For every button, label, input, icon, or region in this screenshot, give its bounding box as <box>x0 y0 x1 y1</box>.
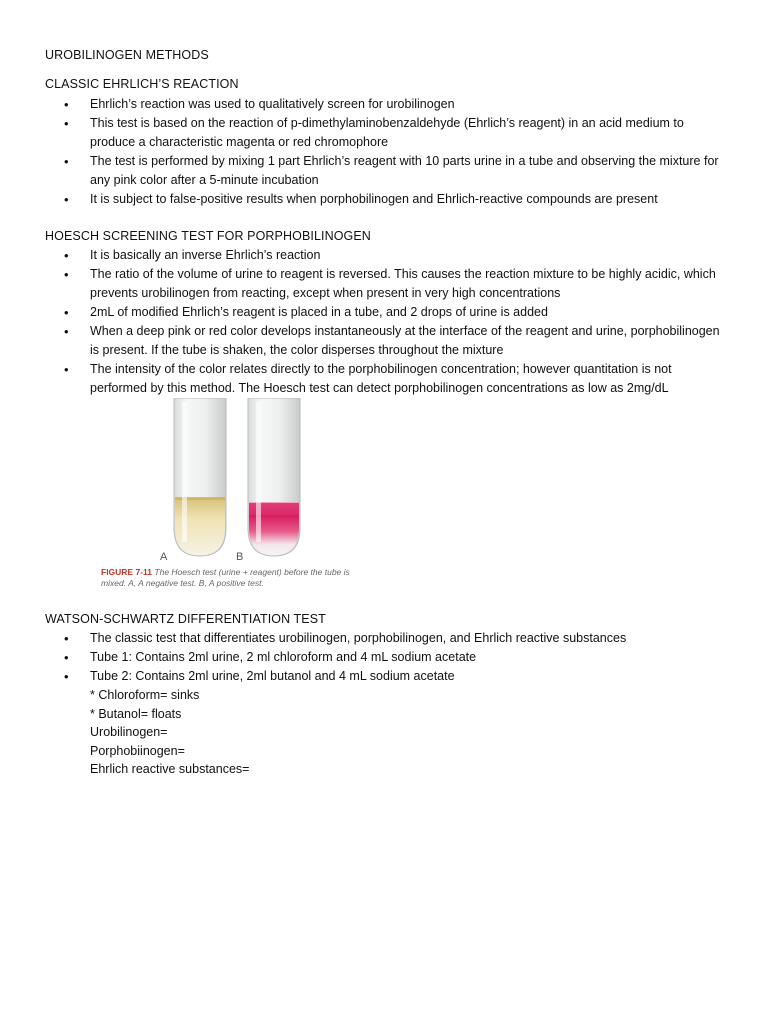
figure-caption-text: The Hoesch test (urine + reagent) before the tube is mixed. A, A negative test. B, A positive test. <box>101 567 350 588</box>
ehrlich-bullet-list <box>45 95 725 209</box>
list-item: • The ratio of the volume of urine to reagent is reversed. This causes the reaction mixture to be highly acidic, which prevents urobilinogen from reacting, except when present in very high concentrations <box>45 265 725 303</box>
list-item: • It is basically an inverse Ehrlich’s reaction <box>45 246 725 265</box>
figure-caption <box>101 567 375 588</box>
section-heading-hoesch: HOESCH SCREENING TEST FOR PORPHOBILINOGEN <box>45 229 371 243</box>
sub-line: * Butanol= floats <box>90 706 182 721</box>
list-item: • This test is based on the reaction of p-dimethylaminobenzaldehyde (Ehrlich’s reagent) in an acid medium to produce a characteristic magenta or red chromophore <box>45 114 725 152</box>
figure-number: FIGURE 7-11 <box>101 567 153 577</box>
list-item: • The test is performed by mixing 1 part Ehrlich’s reagent with 10 parts urine in a tube and observing the mixture for any pink color after a 5-minute incubation <box>45 152 725 190</box>
list-item: • 2mL of modified Ehrlich’s reagent is placed in a tube, and 2 drops of urine is added <box>45 303 725 322</box>
list-item: • Tube 1: Contains 2ml urine, 2 ml chloroform and 4 mL sodium acetate <box>45 648 725 667</box>
sub-line: Porphobiinogen= <box>90 743 185 758</box>
test-tubes-photo <box>98 398 374 563</box>
tube-a-label: A <box>160 551 168 563</box>
watson-sub-lines <box>90 686 249 779</box>
document-title: UROBILINOGEN METHODS <box>45 48 209 62</box>
section-heading-watson-schwartz: WATSON-SCHWARTZ DIFFERENTIATION TEST <box>45 612 326 626</box>
list-item: • The intensity of the color relates directly to the porphobilinogen concentration; however quantitation is not performed by this method. The Hoesch test can detect porphobilinogen concentrations as low as 2mg/dL <box>45 360 725 398</box>
list-item: • Ehrlich’s reaction was used to qualitatively screen for urobilinogen <box>45 95 725 114</box>
tube-b-label: B <box>236 551 244 563</box>
tube-b <box>248 398 300 556</box>
sub-line: Urobilinogen= <box>90 725 168 739</box>
hoesch-bullet-list <box>45 246 725 398</box>
hoesch-test-figure <box>98 398 374 596</box>
sub-line: Ehrlich reactive substances= <box>90 762 250 776</box>
list-item: • Tube 2: Contains 2ml urine, 2ml butanol and 4 mL sodium acetate <box>45 667 725 686</box>
list-item: • The classic test that differentiates urobilinogen, porphobilinogen, and Ehrlich reactive substances <box>45 629 725 648</box>
list-item: • It is subject to false-positive results when porphobilinogen and Ehrlich-reactive compounds are present <box>45 190 725 209</box>
section-heading-ehrlich: CLASSIC EHRLICH’S REACTION <box>45 77 239 91</box>
list-item: • When a deep pink or red color develops instantaneously at the interface of the reagent and urine, porphobilinogen is present. If the tube is shaken, the color disperses throughout the mixture <box>45 322 725 360</box>
tube-a <box>174 398 226 556</box>
watson-bullet-list <box>45 629 725 686</box>
sub-line: * Chloroform= sinks <box>90 688 200 702</box>
